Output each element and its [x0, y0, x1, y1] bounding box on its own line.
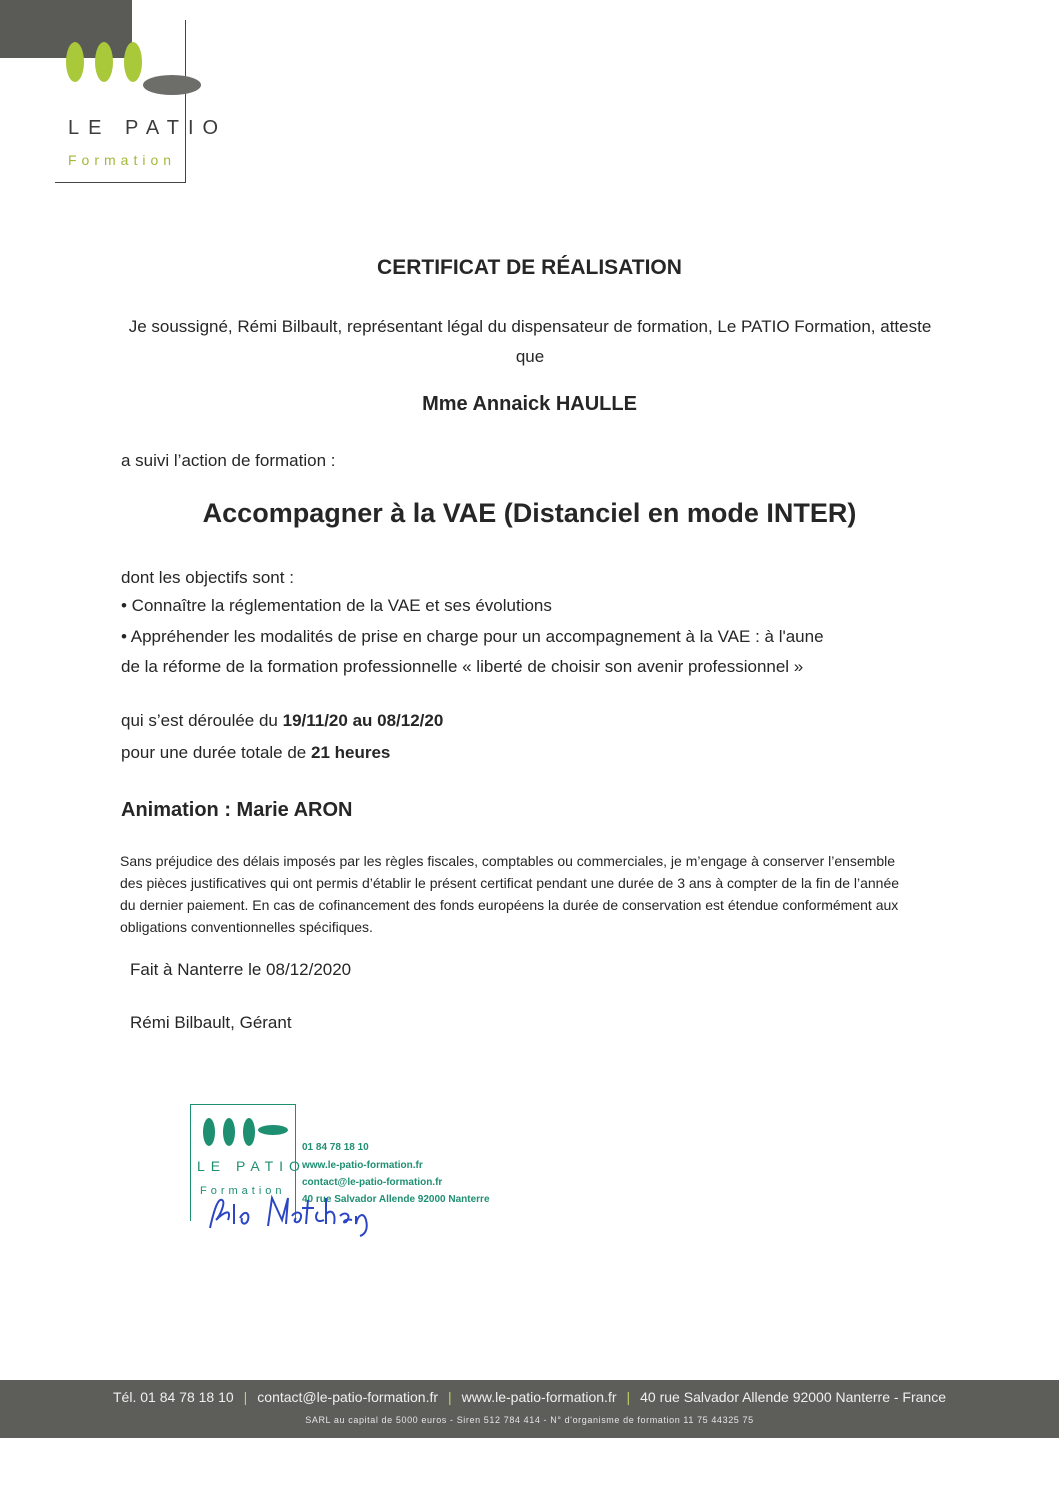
logo-pill-icon [143, 75, 201, 95]
stamp-dot-icon [203, 1118, 215, 1146]
place-date: Fait à Nanterre le 08/12/2020 [130, 960, 352, 979]
duration-prefix: pour une durée totale de [121, 743, 311, 762]
period-line [121, 711, 443, 731]
intro-paragraph: Je soussigné, Rémi Bilbault, représentant légal du dispensateur de formation, Le PATIO Formation, atteste que [128, 317, 932, 366]
followed-line: a suivi l’action de formation : [121, 451, 336, 470]
objectives-heading: dont les objectifs sont : [121, 568, 294, 587]
stamp-pill-icon [258, 1125, 288, 1135]
signatory: Rémi Bilbault, Gérant [130, 1013, 292, 1032]
period-dates: 19/11/20 au 08/12/20 [282, 711, 444, 730]
certificate-title: CERTIFICAT DE RÉALISATION [377, 256, 682, 279]
stamp-subtitle: Formation [200, 1185, 286, 1197]
handwritten-signature [206, 1190, 376, 1240]
stamp-dot-icon [223, 1118, 235, 1146]
logo-name: LE PATIO [68, 117, 228, 139]
stamp-email: contact@le-patio-formation.fr [302, 1177, 443, 1188]
stamp-web: www.le-patio-formation.fr [302, 1160, 423, 1171]
logo-dot-icon [124, 42, 142, 82]
stamp-name: LE PATIO [197, 1158, 306, 1174]
duration-value: 21 heures [310, 743, 391, 762]
animation-line: Animation : Marie ARON [121, 799, 353, 821]
footer-legal-line: SARL au capital de 5000 euros - Siren 512 784 414 - N° d'organisme de formation 11 75 44325 75 [305, 1415, 754, 1425]
duration-line [121, 743, 390, 763]
stamp-phone: 01 84 78 18 10 [302, 1142, 369, 1153]
objective-item-continued: de la réforme de la formation professionnelle « liberté de choisir son avenir professionnel » [121, 657, 804, 676]
footer-bar [0, 1380, 1059, 1438]
logo-dot-icon [66, 42, 84, 82]
objective-item: • Appréhender les modalités de prise en charge pour un accompagnement à la VAE : à l'aune [121, 627, 824, 646]
logo-subtitle: Formation [68, 152, 177, 168]
legal-paragraph: Sans préjudice des délais imposés par les règles fiscales, comptables ou commerciales, je m’engage à conserver l’ensemble des pièces justificatives qui ont permis d’établir le présent certificat pendant une durée de 3 ans à compter de la fin de l’année du dernier paiement. En cas de cofinancement des fonds européens la durée de conservation est étendue conformément aux obligations conventionnelles spécifiques. [120, 853, 900, 935]
footer-contact-line: Tél. 01 84 78 18 10 | contact@le-patio-formation.fr | www.le-patio-formation.fr | 40 rue Salvador Allende 92000 Nanterre - France [113, 1389, 946, 1405]
footer-email[interactable]: contact@le-patio-formation.fr [257, 1389, 439, 1405]
footer-web[interactable]: www.le-patio-formation.fr [461, 1389, 617, 1405]
objective-item: • Connaître la réglementation de la VAE et ses évolutions [121, 596, 552, 615]
logo-dot-icon [95, 42, 113, 82]
stamp-dot-icon [243, 1118, 255, 1146]
course-title: Accompagner à la VAE (Distanciel en mode INTER) [202, 498, 857, 528]
footer-phone: Tél. 01 84 78 18 10 [113, 1389, 234, 1405]
trainee-name: Mme Annaick HAULLE [422, 393, 637, 415]
period-prefix: qui s’est déroulée du [121, 711, 283, 730]
stamp-address: 40 rue Salvador Allende 92000 Nanterre [302, 1194, 490, 1205]
footer-address: 40 rue Salvador Allende 92000 Nanterre - France [640, 1389, 946, 1405]
